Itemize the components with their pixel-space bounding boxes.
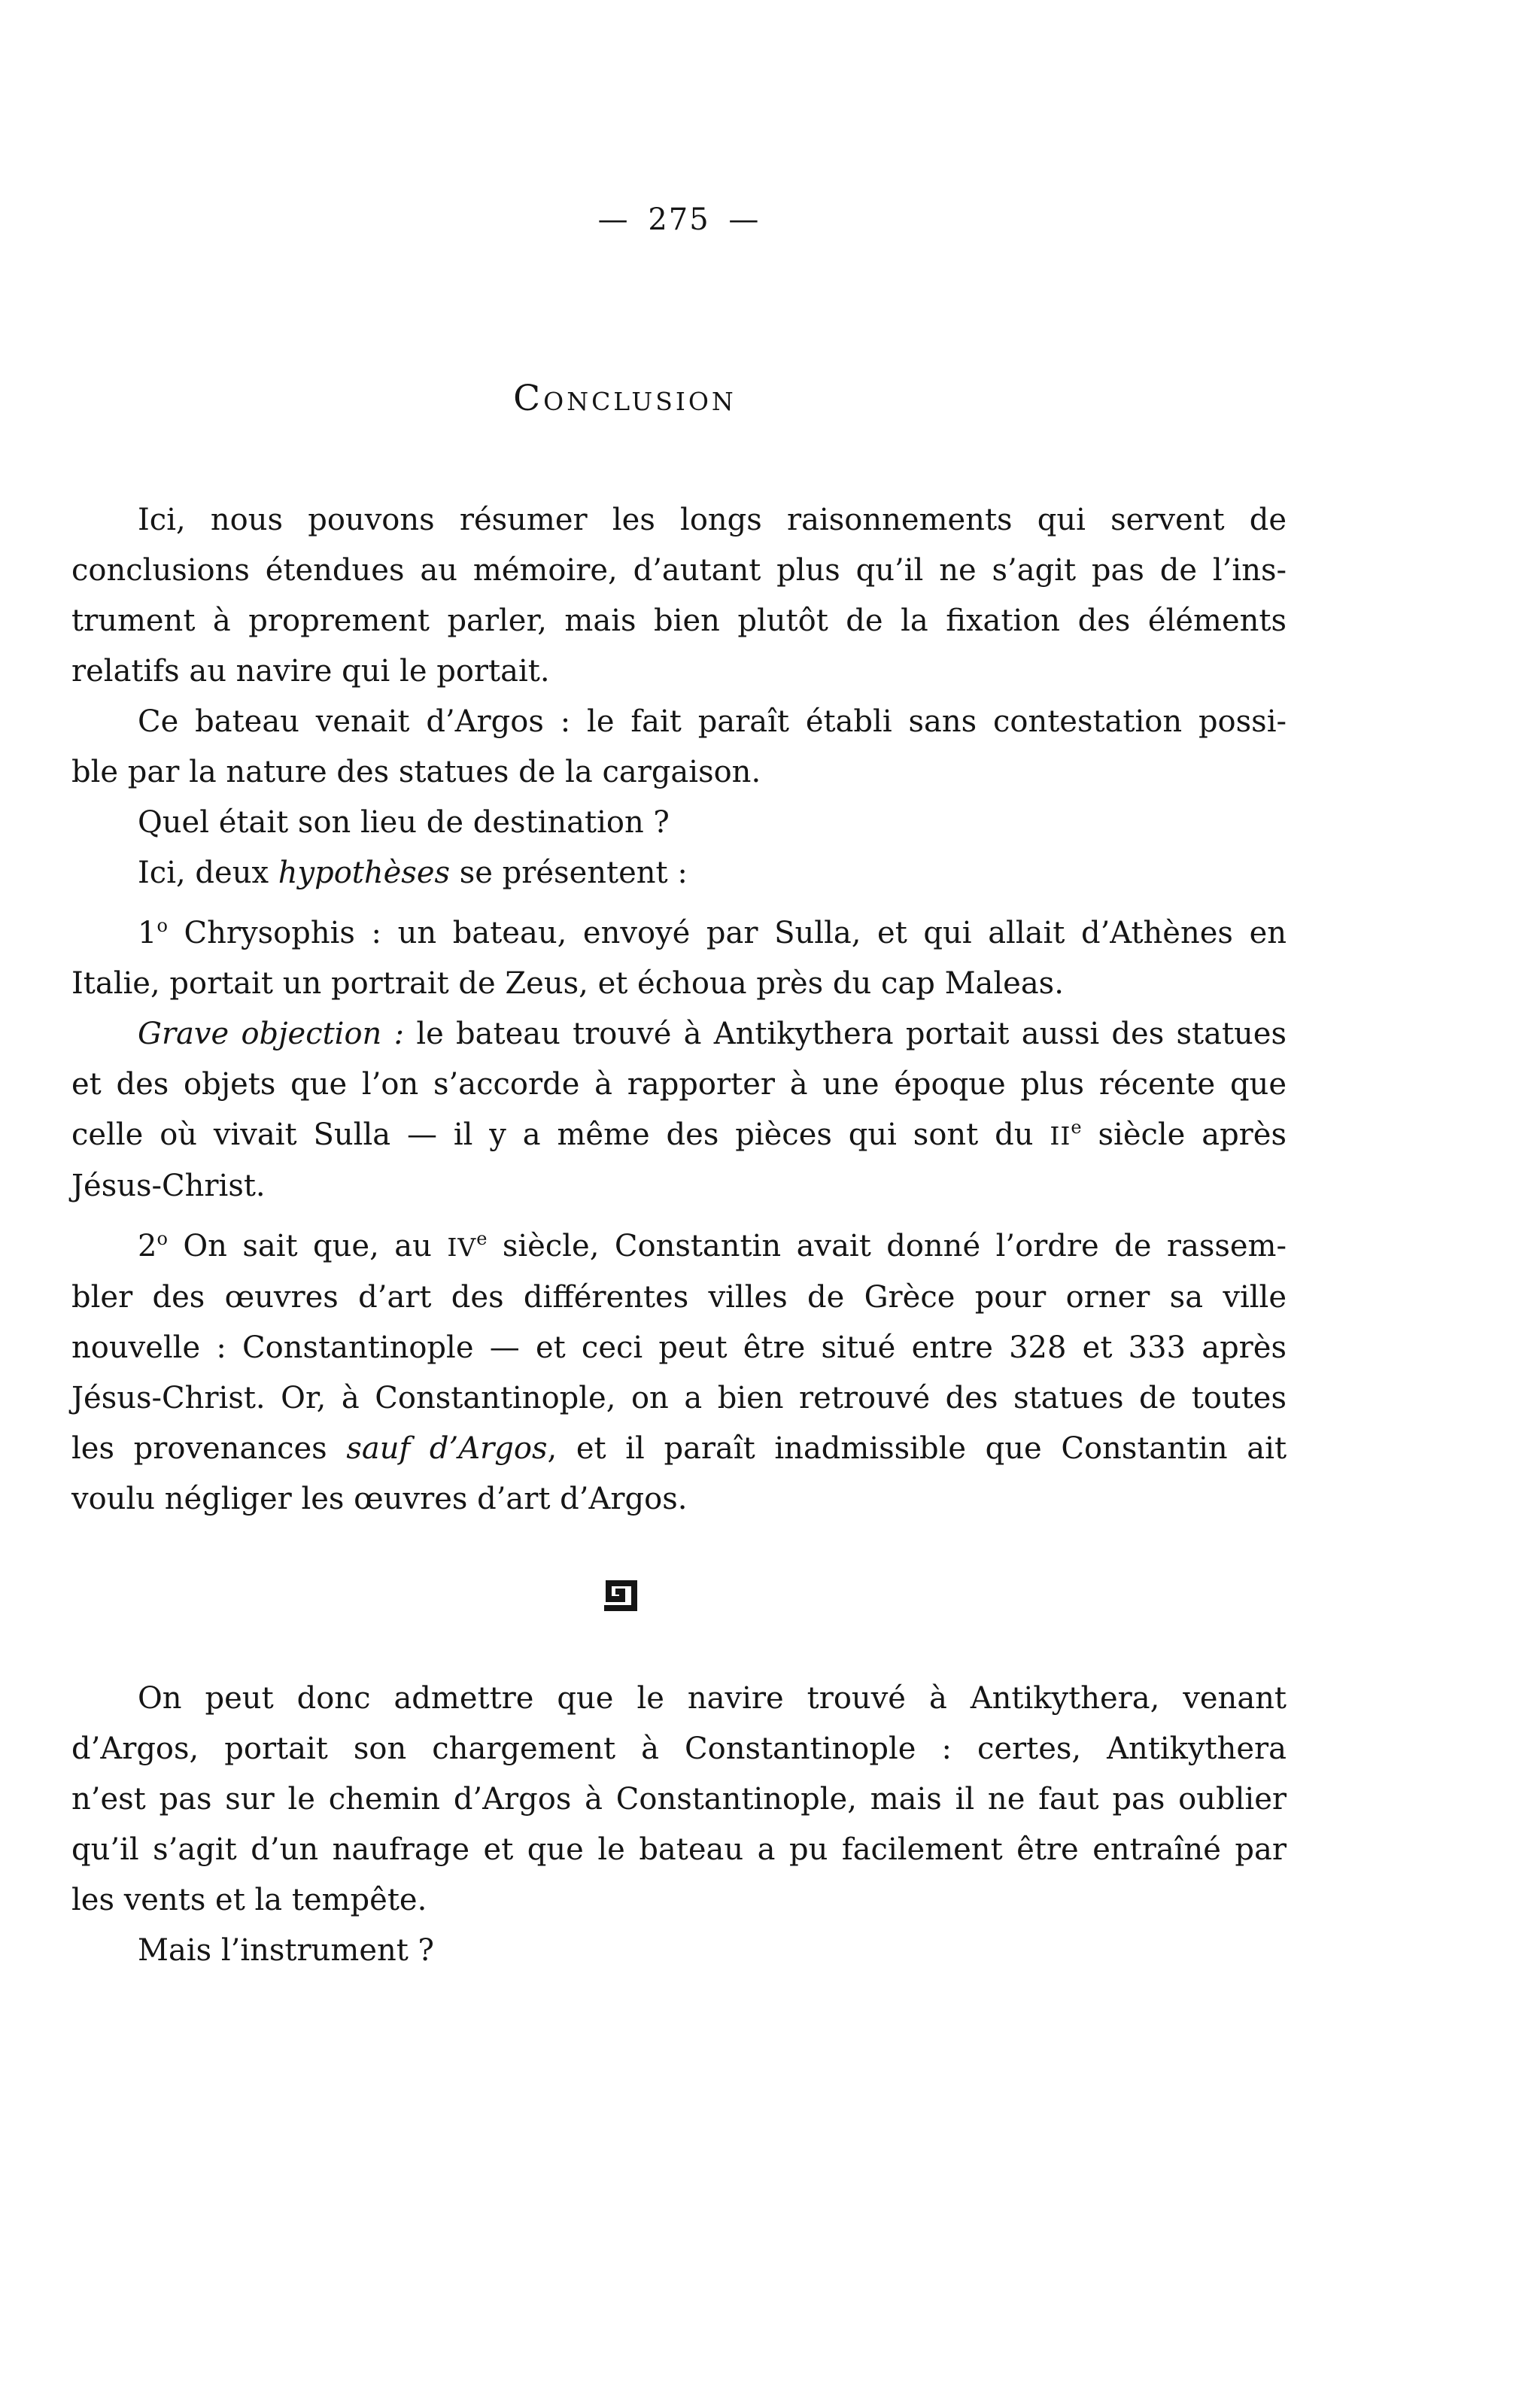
body-text-lower bbox=[71, 1674, 1287, 1976]
text-line: Jésus-Christ. Or, à Constantinople, on a bien retrouvé des statues de toutes bbox=[71, 1381, 1287, 1415]
text-line: On peut donc admettre que le navire trouvé à Antikythera, venant bbox=[138, 1681, 1287, 1716]
text-line: 1$^o$ Chrysophis : un bateau, envoyé par Sulla, et qui allait d’Athènes en bbox=[138, 915, 1287, 950]
text-line: bler des œuvres d’art des différentes villes de Grèce pour orner sa ville bbox=[71, 1280, 1287, 1315]
text-line: Ici, nous pouvons résumer les longs raisonnements qui servent de bbox=[138, 503, 1287, 537]
paragraph bbox=[71, 1926, 1287, 1976]
text-line: Italie, portait un portrait de Zeus, et échoua près du cap Maleas. bbox=[71, 966, 1064, 1001]
text-line: qu’il s’agit d’un naufrage et que le bateau a pu facilement être entraîné par bbox=[71, 1832, 1287, 1867]
text-line: Jésus-Christ. bbox=[71, 1169, 266, 1203]
section-heading: Conclusion bbox=[513, 378, 737, 419]
paragraph bbox=[71, 908, 1287, 1009]
text-column bbox=[71, 0, 1287, 1976]
text-line: ble par la nature des statues de la cargaison. bbox=[71, 755, 761, 789]
greek-key-ornament-icon bbox=[602, 1577, 639, 1613]
text-line: les provenances sauf d’Argos, et il paraît inadmissible que Constantin ait bbox=[71, 1431, 1287, 1466]
section-divider bbox=[13, 1577, 1228, 1613]
text-line: les vents et la tempête. bbox=[71, 1883, 427, 1917]
text-line: celle où vivait Sulla — il y a même des pièces qui sont du IIe siècle après bbox=[71, 1117, 1287, 1152]
text-line: nouvelle : Constantinople — et ceci peut être situé entre 328 et 333 après bbox=[71, 1330, 1287, 1365]
paragraph bbox=[71, 697, 1287, 798]
text-line: n’est pas sur le chemin d’Argos à Constantinople, mais il ne faut pas oublier bbox=[71, 1782, 1287, 1817]
paragraph bbox=[71, 1009, 1287, 1212]
text-line: Mais l’instrument ? bbox=[138, 1933, 434, 1968]
paragraph bbox=[71, 798, 1287, 848]
paragraph bbox=[71, 495, 1287, 697]
body-text-upper bbox=[71, 495, 1287, 1525]
text-line: Ici, deux hypothèses se présentent : bbox=[138, 856, 688, 890]
text-line: conclusions étendues au mémoire, d’autant plus qu’il ne s’agit pas de l’ins- bbox=[71, 553, 1287, 588]
text-line: 2$^o$ On sait que, au IVe siècle, Constantin avait donné l’ordre de rassem- bbox=[138, 1228, 1287, 1263]
text-line: Ce bateau venait d’Argos : le fait paraît établi sans contestation possi- bbox=[138, 704, 1287, 739]
paragraph bbox=[71, 1674, 1287, 1926]
text-line: Grave objection : le bateau trouvé à Antikythera portait aussi des statues bbox=[138, 1017, 1287, 1051]
text-line: Quel était son lieu de destination ? bbox=[138, 805, 670, 840]
text-line: d’Argos, portait son chargement à Constantinople : certes, Antikythera bbox=[71, 1732, 1287, 1766]
page-number: — 275 — bbox=[597, 202, 761, 237]
paragraph bbox=[71, 1221, 1287, 1525]
paragraph bbox=[71, 848, 1287, 898]
text-line: trument à proprement parler, mais bien plutôt de la fixation des éléments bbox=[71, 604, 1287, 638]
text-line: relatifs au navire qui le portait. bbox=[71, 654, 550, 689]
text-line: voulu négliger les œuvres d’art d’Argos. bbox=[71, 1482, 688, 1516]
text-line: et des objets que l’on s’accorde à rapporter à une époque plus récente que bbox=[71, 1067, 1287, 1102]
